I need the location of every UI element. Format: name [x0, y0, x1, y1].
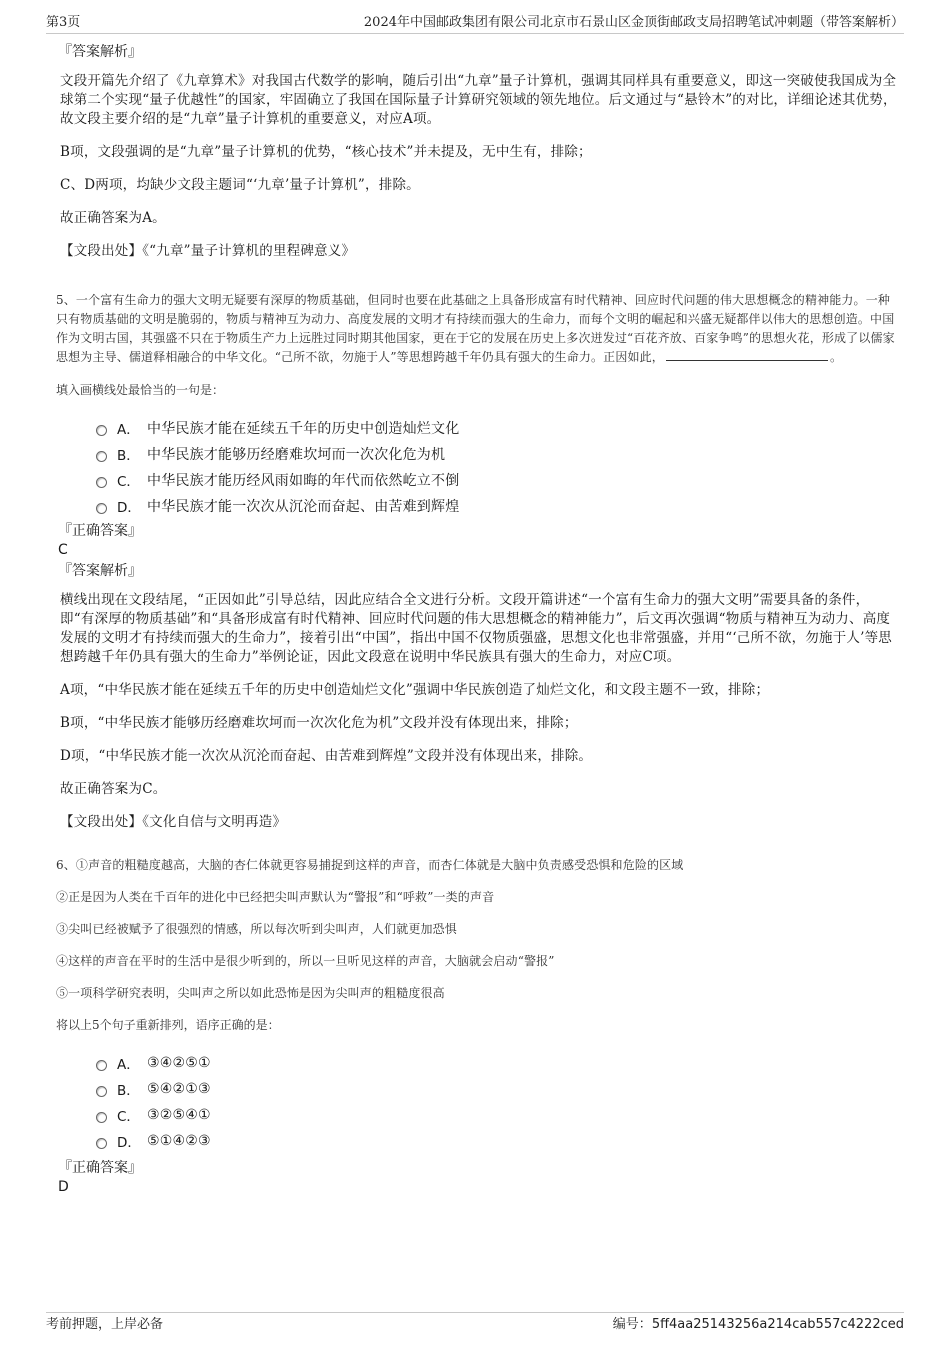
option-text: 中华民族才能历经风雨如晦的年代而依然屹立不倒: [147, 473, 460, 489]
option-text: ③②⑤④①: [147, 1107, 211, 1123]
page-header: [46, 12, 904, 34]
radio-button[interactable]: [96, 1086, 107, 1097]
option-d[interactable]: [96, 493, 898, 519]
option-list: [56, 415, 898, 519]
analysis-source: 【文段出处】《“九章”量子计算机的里程碑意义》: [60, 243, 356, 259]
radio-button[interactable]: [96, 477, 107, 488]
option-letter: D．: [117, 500, 141, 516]
question-5: [56, 291, 898, 832]
document-title: 2024年中国邮政集团有限公司北京市石景山区金顶街邮政支局招聘笔试冲刺题（带答案解析）: [363, 15, 904, 30]
analysis-body: [56, 591, 898, 832]
question-stem-text: 5、一个富有生命力的强大文明无疑要有深厚的物质基础，但同时也要在此基础之上具备形成富有时代精神、回应时代问题的伟大思想概念的精神能力。一种只有物质基础的文明是脆弱的，物质与精神互为动力、高度发展的文明才有持续而强大的生命力，而每个文明的崛起和兴盛无疑都伴以伟大的思想创造。中国作为文明古国，其强盛不只在于物质生产力上远胜过同时期其他国家，更在于它的发展在历史上多次迸发过“百花齐放、百家争鸣”的思想火花，形成了以儒家思想为主导、儒道释相融合的中华文化。“己所不欲，勿施于人”等思想跨越千年仍具有强大的生命力。正因如此，: [56, 293, 895, 364]
code-label: 编号：: [612, 1317, 652, 1332]
analysis-heading: 『答案解析』: [58, 563, 142, 579]
sentence-1: 6、①声音的粗糙度越高，大脑的杏仁体就更容易捕捉到这样的声音，而杏仁体就是大脑中负责感受恐惧和危险的区域: [56, 858, 684, 872]
option-c[interactable]: [96, 467, 898, 493]
radio-button[interactable]: [96, 451, 107, 462]
main-content: [56, 42, 898, 1196]
radio-button[interactable]: [96, 425, 107, 436]
question-4-analysis: [56, 42, 898, 261]
analysis-heading: 『答案解析』: [58, 44, 142, 60]
option-text: 中华民族才能够历经磨难坎坷而一次次化危为机: [147, 447, 446, 463]
option-d[interactable]: [96, 1128, 898, 1154]
code-value: 5ff4aa25143256a214cab557c4222ced: [651, 1317, 904, 1332]
sentence-2: ②正是因为人类在千百年的进化中已经把尖叫声默认为“警报”和“呼救”一类的声音: [56, 890, 495, 904]
question-prompt: 填入画横线处最恰当的一句是：: [56, 383, 225, 397]
analysis-paragraph: D项，“中华民族才能一次次从沉沦而奋起、由苦难到辉煌”文段并没有体现出来，排除。: [60, 748, 593, 764]
question-prompt: 将以上5个句子重新排列，语序正确的是：: [56, 1018, 280, 1032]
option-a[interactable]: [96, 415, 898, 441]
analysis-paragraph: B项，“中华民族才能够历经磨难坎坷而一次次化危为机”文段并没有体现出来，排除；: [60, 715, 578, 731]
analysis-paragraph: 文段开篇先介绍了《九章算术》对我国古代数学的影响，随后引出“九章”量子计算机，强调其同样具有重要意义，即这一突破使我国成为全球第二个实现“量子优越性”的国家，牢固确立了我国在国际量子计算研究领域的领先地位。后文通过与“悬铃木”的对比，详细论述其优势，故文段主要介绍的是“九章”量子计算机的重要意义，对应A项。: [60, 73, 897, 127]
correct-answer-heading: 『正确答案』: [58, 523, 142, 539]
option-letter: B．: [117, 448, 140, 464]
option-letter: B．: [117, 1083, 140, 1099]
footer-slogan: 考前押题，上岸必备: [46, 1317, 164, 1332]
sentence-5: ⑤一项科学研究表明，尖叫声之所以如此恐怖是因为尖叫声的粗糙度很高: [56, 986, 445, 1000]
correct-answer-heading: 『正确答案』: [58, 1160, 142, 1176]
option-letter: A．: [117, 422, 140, 438]
fill-blank-line: [666, 349, 828, 361]
radio-button[interactable]: [96, 1060, 107, 1071]
option-letter: C．: [117, 474, 140, 490]
question-stem-end: 。: [829, 350, 843, 364]
analysis-paragraph: B项，文段强调的是“九章”量子计算机的优势，“核心技术”并未提及，无中生有，排除；: [60, 144, 592, 160]
page-footer: [46, 1312, 904, 1334]
option-text: 中华民族才能一次次从沉沦而奋起、由苦难到辉煌: [147, 499, 460, 515]
radio-button[interactable]: [96, 1112, 107, 1123]
option-b[interactable]: [96, 441, 898, 467]
sentence-3: ③尖叫已经被赋予了很强烈的情感，所以每次听到尖叫声，人们就更加恐惧: [56, 922, 457, 936]
question-6: [56, 856, 898, 1196]
option-letter: A．: [117, 1057, 140, 1073]
analysis-body: [56, 72, 898, 261]
radio-button[interactable]: [96, 1138, 107, 1149]
sentence-4: ④这样的声音在平时的生活中是很少听到的，所以一旦听见这样的声音，大脑就会启动“警报”: [56, 954, 555, 968]
option-letter: C．: [117, 1109, 140, 1125]
option-text: ⑤④②①③: [147, 1081, 211, 1097]
analysis-conclusion: 故正确答案为C。: [60, 781, 167, 797]
radio-button[interactable]: [96, 503, 107, 514]
analysis-paragraph: A项，“中华民族才能在延续五千年的历史中创造灿烂文化”强调中华民族创造了灿烂文化，和文段主题不一致，排除；: [60, 682, 770, 698]
question-stem: [56, 291, 898, 367]
option-b[interactable]: [96, 1076, 898, 1102]
analysis-paragraph: 横线出现在文段结尾，“正因如此”引导总结，因此应结合全文进行分析。文段开篇讲述“一个富有生命力的强大文明”需要具备的条件，即“有深厚的物质基础”和“具备形成富有时代精神、回应时代问题的伟大思想概念的精神能力”，后文再次强调“物质与精神互为动力、高度发展的文明才有持续而强大的生命力”，接着引出“中国”，指出中国不仅物质强盛，思想文化也非常强盛，并用“‘己所不欲，勿施于人’等思想跨越千年仍具有强大的生命力”举例论证，因此文段意在说明中华民族具有强大的生命力，对应C项。: [60, 592, 892, 665]
correct-answer: C: [58, 542, 68, 558]
option-text: 中华民族才能在延续五千年的历史中创造灿烂文化: [147, 421, 460, 437]
document-code: [613, 1316, 904, 1334]
correct-answer: D: [58, 1179, 69, 1195]
option-c[interactable]: [96, 1102, 898, 1128]
option-text: ③④②⑤①: [147, 1055, 211, 1071]
analysis-source: 【文段出处】《文化自信与文明再造》: [60, 814, 287, 830]
option-list: [56, 1050, 898, 1154]
question-stem: [56, 856, 898, 1002]
option-letter: D．: [117, 1135, 141, 1151]
option-a[interactable]: [96, 1050, 898, 1076]
analysis-paragraph: C、D两项，均缺少文段主题词“‘九章’量子计算机”，排除。: [60, 177, 420, 193]
page-number: 第3页: [46, 15, 81, 30]
analysis-conclusion: 故正确答案为A。: [60, 210, 166, 226]
option-text: ⑤①④②③: [147, 1133, 211, 1149]
